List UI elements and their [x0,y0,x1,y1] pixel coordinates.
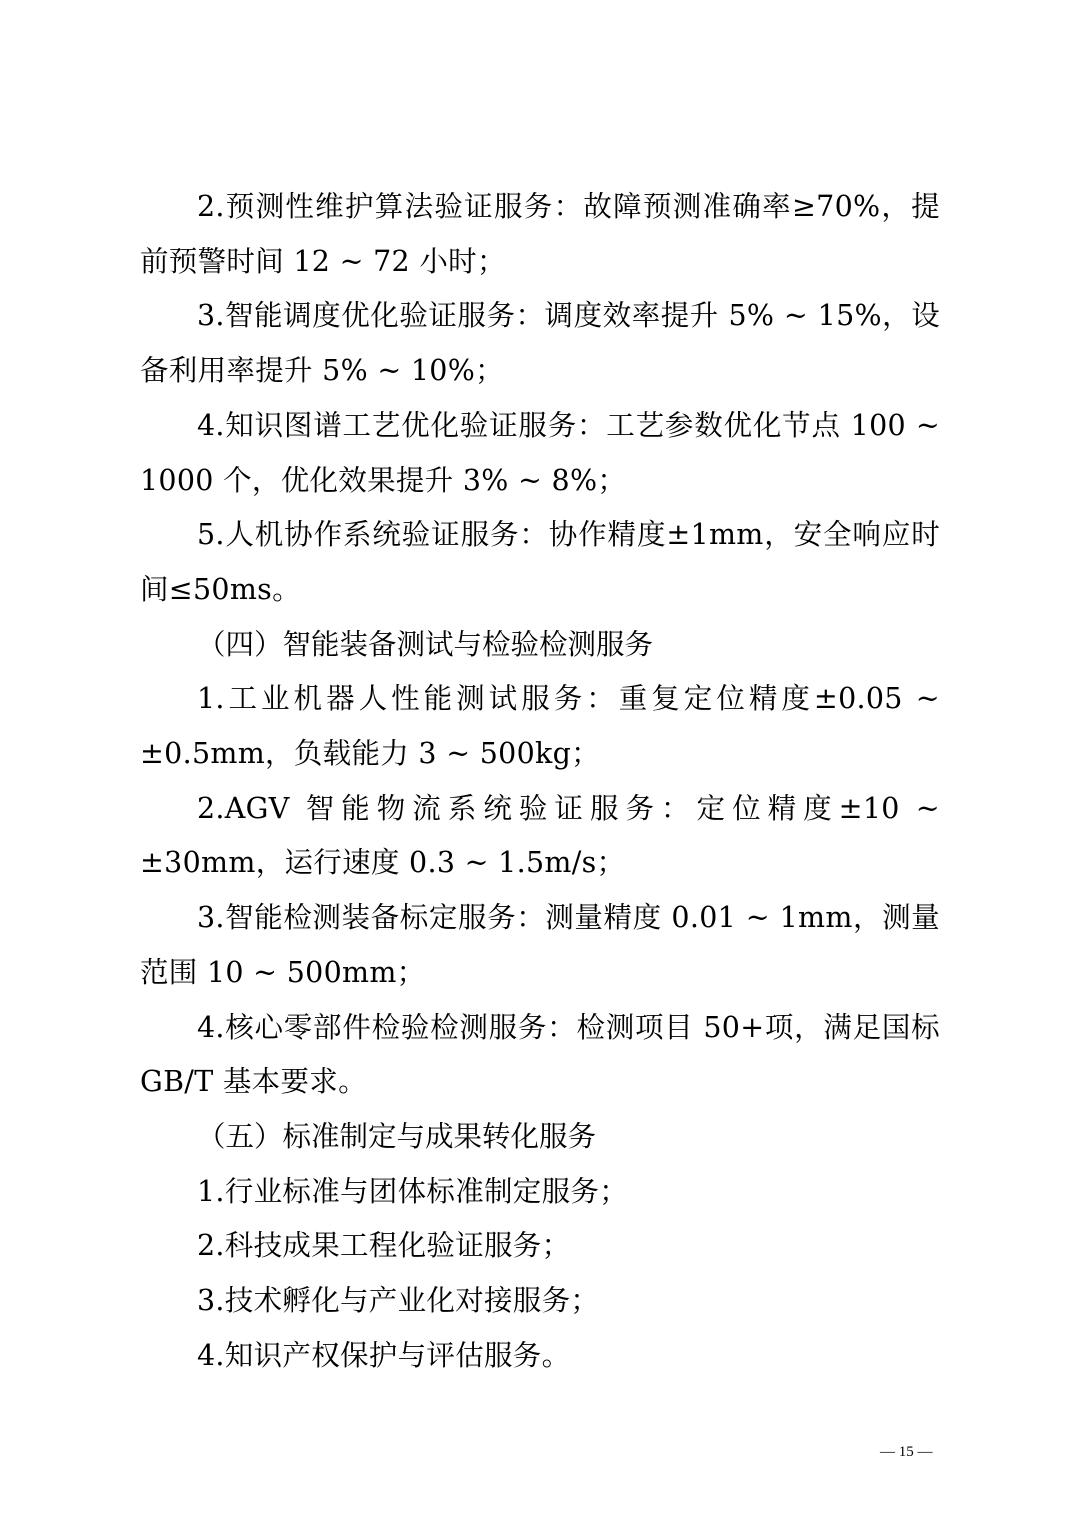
list-item: 2.AGV 智能物流系统验证服务：定位精度±10 ~ ±30mm，运行速度 0.3 ~ 1.5m/s； [140,791,940,880]
list-item: 3.技术孵化与产业化对接服务； [197,1284,600,1318]
list-item: 1.行业标准与团体标准制定服务； [197,1174,628,1208]
section-heading-equipment-testing: （四）智能装备测试与检验检测服务 [197,627,654,661]
document-body [140,180,940,1383]
list-item: 3.智能检测装备标定服务：测量精度 0.01 ~ 1mm，测量范围 10 ~ 500mm； [140,901,940,989]
list-item: 1.工业机器人性能测试服务：重复定位精度±0.05 ~ ±0.5mm，负载能力 3 ~ 500kg； [140,682,940,771]
list-item: 2.科技成果工程化验证服务； [197,1229,571,1263]
paragraph-human-robot-collaboration: 5.人机协作系统验证服务：协作精度±1mm，安全响应时间≤50ms。 [140,518,940,606]
paragraph-predictive-maintenance: 2.预测性维护算法验证服务：故障预测准确率≥70%，提前预警时间 12 ~ 72 小时； [140,190,940,278]
paragraph-scheduling-optimization: 3.智能调度优化验证服务：调度效率提升 5% ~ 15%，设备利用率提升 5% ~ 10%； [140,299,940,388]
list-item: 4.核心零部件检验检测服务：检测项目 50+项，满足国标 GB/T 基本要求。 [140,1010,940,1099]
paragraph-knowledge-graph: 4.知识图谱工艺优化验证服务：工艺参数优化节点 100 ~ 1000 个，优化效果提升 3% ~ 8%； [140,408,940,497]
section-heading-standards: （五）标准制定与成果转化服务 [197,1119,597,1153]
page-number: — 15 — [880,1444,933,1460]
list-item: 4.知识产权保护与评估服务。 [197,1338,571,1372]
